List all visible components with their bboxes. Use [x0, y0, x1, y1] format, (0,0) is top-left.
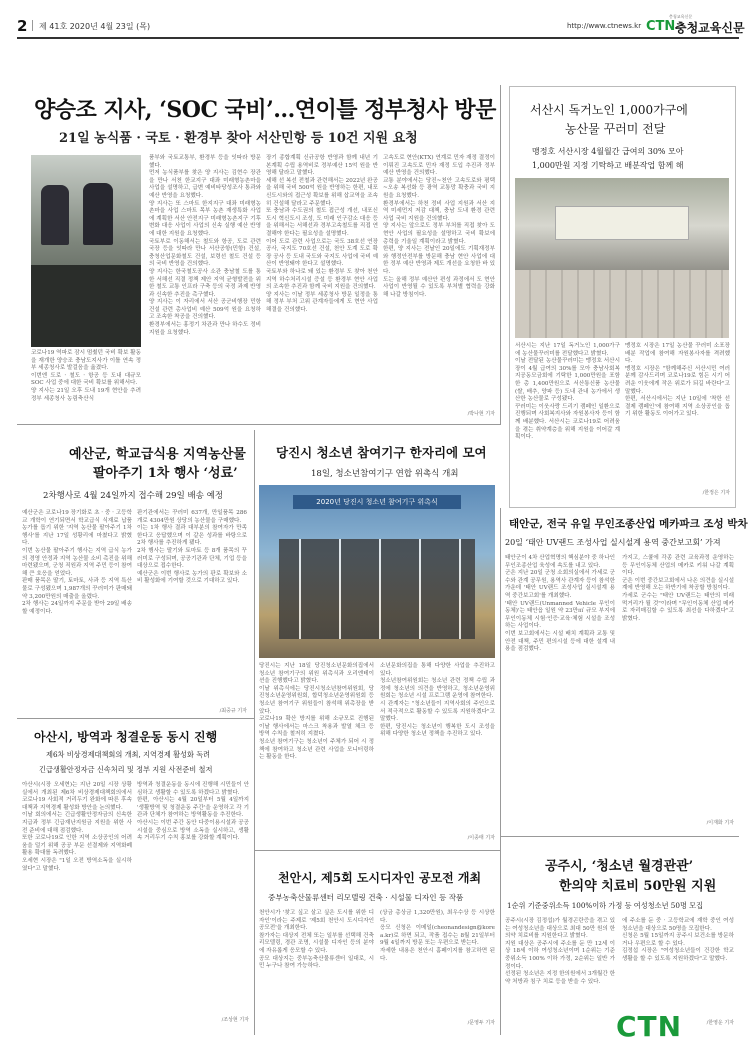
- lead-subtitle: 21일 농식품 · 국토 · 환경부 찾아 서산민항 등 10건 지원 요청: [59, 131, 418, 146]
- seosan-photo: [515, 178, 729, 338]
- taean-body-col2: 가지고, 스쿨에 각종 관련 교육과정 운영하는 등 무인이동체 산업의 메카로 키워 나갈 계획이다. 군은 이번 중간보고회에서 나온 의견을 실시설계에 반영해 오는 하반기에 착공할 방침이다. 가세로 군수는 "태안 UV랜드는 태안의 미래 먹거리가 될 것"이라며 "무인이동체 산업 메카로 자리매김할 수 있도록 최선을 다하겠다"고 밝혔다.: [622, 555, 734, 622]
- issue-info: 제 41호 2020년 4월 23일 (목): [39, 22, 151, 31]
- asan-subtitle-1: 제6차 비상경제대책회의 개최, 지역경제 활성화 독려: [46, 750, 211, 759]
- cheonan-body-col1: 천안시가 '찾고 싶고 살고 싶은 도시를 위한 디자인'이라는 주제로 '제5회 천안시 도시디자인 공모전'을 개최한다. 참가자는 대상지 전체 또는 일부를 선택해 건축 리모델링, 경관 조명, 시설물 디자인 등의 분야에 자유롭게 응모할 수 있다. 공모 대상지는 중부농축산물류센터 일대로, 시민 누구나 참여 가능하다.: [259, 910, 374, 970]
- column-divider-top: [500, 85, 501, 425]
- asan-headline: 아산시, 방역과 청결운동 동시 진행: [34, 730, 218, 744]
- gongju-body-col2: 에 주소를 둔 중 · 고등학교에 재학 중인 여성청소년을 대상으로 50명을 모집한다. 신청은 5월 15일까지 공주시 보건소를 방문하거나 우편으로 할 수 있다. 김정섭 시장은 "여성청소년들이 건강한 학교생활을 할 수 있도록 지원하겠다"고 말했다.: [622, 918, 734, 962]
- taean-subtitle: 20일 ‘태안 UV랜드 조성사업 실시설계 용역 중간보고회’ 가져: [505, 538, 721, 547]
- lead-photo: [31, 155, 141, 347]
- cheonan-byline: /문영두 기자: [467, 1020, 495, 1026]
- taean-headline: 태안군, 전국 유일 무인조종산업 메카파크 조성 박차: [509, 518, 748, 530]
- yesan-body-col2: 판기관에서는 꾸러미 637개, 만일품목 286개로 4304만원 상당의 농산물을 구매했다. 이는 1차 행사 결과 대부분의 참여자가 만족한다고 응답했으며 이 같은 성과를 바탕으로 2차 행사를 추진하게 됐다. 2차 행사는 딸기와 토마토 등 8개 품목의 꾸러미로 구성되며, 공공기관과 단체, 기업 등을 대상으로 접수한다. 예산군은 이번 행사로 농가의 판로 확보와 소비 활성화에 기여할 것으로 기대하고 있다.: [137, 510, 247, 585]
- asan-subtitle-2: 긴급생활안정자금 신속처리 및 정부 지원 사전준비 철저: [39, 765, 213, 774]
- asan-body-col1: 아산시(시장 오세현)는 지난 20일 시장 상황실에서 개최된 제6차 비상경제대책회의에서 코로나19 사회적 거리두기 완화에 따른 후속 대책과 지역경제 활성화 방안을 논의했다. 이날 회의에서는 긴급생활안정자금의 신속한 지급과 정부 긴급재난지원금 지원을 위한 사전 준비에 대해 점검했다. 또한 코로나19로 인한 지역 소상공인의 어려움을 덜기 위해 공공 부문 선결제와 지역화폐 활용 확대를 독려했다. 오세현 시장은 "1일 오전 방역소독을 실시하였다"고 말했다.: [22, 782, 132, 872]
- yesan-headline-1: 예산군, 학교급식용 지역농산물: [69, 447, 246, 462]
- yesan-byline: /최중규 기자: [219, 708, 247, 714]
- cheonan-headline: 천안시, 제5회 도시디자인 공모전 개최: [278, 871, 482, 885]
- seosan-subtitle-1: 맹정호 서산시장 4월월간 급여의 30% 모아: [532, 147, 684, 156]
- header-rule: [17, 37, 739, 39]
- page-number: 2: [17, 17, 28, 35]
- lead-body-col3: 고속도로 현안(KTX) 연계로 민자 재정 결정이 이뤄진 고속도로 민자 재정 도입 추진과 정부 예산 반영을 건의했다. 교통 분야에서는 당진~천안 고속도로와 평택~오송 복선화 등 광역 교통망 확충과 국비 지원을 요청했다. 환경부에서는 하천 정비 사업 지원과 서산 지역 미세먼지 저감 대책, 충남 도내 환경 관련 사업 국비 지원을 건의했다. 양 지사는 앞으로도 정부 부처를 직접 찾아 도 현안 사업의 필요성을 설명하고 국비 확보에 총력을 기울일 계획이라고 밝혔다. 한편, 양 지사는 전날인 20일에도 기획재정부와 행정안전부를 방문해 충남 현안 사업에 대한 정부 예산 반영과 제도 개선을 요청한 바 있다. 도는 올해 정부 예산안 편성 과정에서 도 현안 사업이 반영될 수 있도록 부처별 협력을 강화해 나갈 방침이다.: [383, 155, 495, 298]
- dangjin-photo: [259, 485, 495, 658]
- seosan-byline: /한정은 기자: [702, 490, 730, 496]
- horizontal-rule-3: [255, 850, 500, 851]
- gongju-headline-2: 한의약 치료비 50만원 지원: [559, 879, 717, 894]
- cheonan-body-col2: (상금 총상금 1,320만원), 최우수상 등 시상한다. 응모 신청은 이메일(cheonandesign@korea.kr)로 하면 되고, 작품 접수는 8월 21일부터 9월 4일까지 방문 또는 우편으로 받는다. 자세한 내용은 천안시 홈페이지를 참고하면 된다.: [380, 910, 495, 962]
- masthead-logo: [646, 14, 745, 36]
- asan-byline: /조상현 기자: [221, 1017, 249, 1023]
- seosan-headline-1: 서산시 독거노인 1,000가구에: [530, 103, 688, 117]
- gongju-byline: /한영운 기자: [706, 1020, 734, 1026]
- gongju-subtitle: 1순위 기준중위소득 100%이하 가정 등 여성청소년 50명 모집: [507, 901, 704, 910]
- horizontal-rule-2: [17, 718, 254, 719]
- dangjin-body-col1: 당진시는 지난 18일 당진청소년문화의집에서 청소년 참여기구의 위원 위촉식과 오리엔테이션을 진행했다고 밝혔다. 이날 위촉식에는 당진시청소년참여위원회, 당진청소년운영위원회, 합덕청소년운영위원회 등 청소년 참여기구 위원들이 참석해 위촉장을 받았다. 코로나19 확산 방지를 위해 소규모로 진행된 이날 행사에서는 마스크 착용과 발열 체크 등 방역 수칙을 철저히 지켰다. 청소년 참여기구는 청소년이 주체가 되어 시 정책에 참여하고 청소년 관련 사업을 모니터링하는 활동을 한다.: [259, 663, 374, 761]
- seosan-headline-2: 농산물 꾸러미 전달: [565, 122, 666, 136]
- seosan-body-col2: 맹정호 시장은 17일 농산물 꾸러미 소포장 배분 작업에 참여해 자원봉사자를 격려했다. 맹정호 시장은 "함께해주신 서산시민 여러분께 감사드리며 코로나19로 힘든 시기 어려운 이웃에게 작은 위로가 되길 바란다"고 말했다. 한편, 서산시에서는 지난 10일에 '착한 선결제 캠페인'에 참여해 지역 소상공인을 돕기 위한 활동도 이어가고 있다.: [625, 343, 730, 418]
- logo-name-text: 충청교육신문: [675, 21, 745, 35]
- yesan-subtitle: 2차행사로 4월 24일까지 접수해 29일 배송 예정: [43, 491, 224, 501]
- dangjin-byline: /이종태 기자: [467, 835, 495, 841]
- lead-byline: /박나현 기자: [467, 411, 495, 417]
- asan-body-col2: 방역과 청결운동을 동시에 진행해 시민들이 안심하고 생활할 수 있도록 하겠다고 밝혔다. 한편, 아산시는 4월 20일부터 5월 4일까지 '생활방역 및 청결운동 주간'을 운영하고 각 기관과 단체가 참여하는 방역활동을 추진한다. 아산시는 이번 주간 동안 다중이용시설과 공공시설을 중심으로 방역 소독을 실시하고, 생활 속 거리두기 수칙 홍보를 강화할 계획이다.: [137, 782, 249, 842]
- column-divider-left: [254, 430, 255, 1035]
- dangjin-headline: 당진시 청소년 참여기구 한자리에 모여: [276, 445, 487, 460]
- horizontal-rule-1: [17, 424, 501, 425]
- dangjin-photo-banner: 2020년 당진시 청소년 참여기구 위촉식: [293, 495, 461, 509]
- lead-headline: 양승조 지사, ‘SOC 국비’…연이틀 정부청사 방문: [34, 97, 496, 123]
- yesan-body-col1: 예산군은 코로나19 장기화로 초 · 중 · 고등학교 개학이 연기되면서 학교급식 식재료 납품 농가를 돕기 위한 '지역 농산물 팔아주기 1차 행사'를 지난 17일 성황리에 마쳤다고 밝혔다. 이번 농산물 팔아주기 행사는 지역 급식 농가의 경영 안정과 지역 농산물 소비 촉진을 위해 마련됐으며, 군청 직원과 지역 주민 등이 참여해 큰 호응을 얻었다. 판매 품목은 딸기, 토마토, 사과 등 지역 특산물로 구성됐으며 1,987개의 꾸러미가 판매돼 약 3,200만원의 매출을 올렸다. 2차 행사는 24일까지 주문을 받아 29일 배송할 예정이다.: [22, 510, 132, 615]
- lead-photo-caption: 코로나19 역파로 잠시 멈췄던 국비 확보 활동을 재개한 양승조 충남도지사가 이틀 연속 정부 세종청사로 발걸음을 옮겼다. 이번엔 도로 · 철도 · 항공 등 도내 대규모 SOC 사업 중에 대한 국비 확보를 위해서다. 양 지사는 21일 오후 도내 19개 현안을 추려 정부 세종청사 농림축산식: [31, 350, 141, 402]
- logo-ctn-text: CTN: [646, 19, 676, 34]
- footer-ctn-logo: CTN: [616, 1010, 683, 1043]
- horizontal-rule-4: [501, 836, 739, 837]
- yesan-headline-2: 팔아주기 1차 행사 ‘성료’: [93, 466, 238, 481]
- column-divider-middle: [500, 508, 501, 1035]
- cheonan-subtitle: 중부농축산물류센터 리모델링 건축 · 시설물 디자인 등 작품: [268, 893, 464, 902]
- dangjin-subtitle: 18일, 청소년참여기구 연합 위촉식 개최: [311, 469, 459, 479]
- gongju-headline-1: 공주시, ‘청소년 월경관관’: [545, 859, 694, 874]
- seosan-subtitle-2: 1,000만원 지정 기탁하고 배분작업 함께 해: [532, 161, 684, 170]
- gongju-body-col1: 공주시(시장 김정섭)가 월경곤란증을 겪고 있는 여성청소년을 대상으로 최대 50만 원의 한의약 치료비를 지원한다고 밝혔다. 지원 대상은 공주시에 주소를 둔 만 12세 이상 18세 이하 여성청소년이며 1순위는 기준중위소득 100% 이하 가정, 2순위는 일반 가정이다. 선정된 청소년은 지정 한의원에서 3개월간 한약 처방과 침구 치료 등을 받을 수 있다.: [505, 918, 615, 985]
- seosan-body-col1: 서산시는 지난 17일 독거노인 1,000가구에 농산물꾸러미를 전달했다고 밝혔다. 이날 전달된 농산물꾸러미는 맹정호 서산시장이 4월 급여의 30%를 모아 충남사회복지공동모금회에 기탁한 1,000만원을 포함한 총 1,400만원으로 서산통신품 농산물(쌀, 배추, 양파 등) 도내 관내 농가에서 생산한 농산물로 구성됐다. 꾸러미는 이웃사랑 드리기 캠페인 일환으로 진행되며 사회복지사와 자원봉사자 등이 함께 배분했다. 서산시는 코로나19로 어려움을 겪는 취약계층을 위해 지원을 이어갈 계획이다.: [515, 343, 620, 441]
- taean-byline: /이재화 기자: [706, 820, 734, 826]
- taean-body-col1: 태안군이 4차 산업혁명의 핵심분야 중 하나인 무인조종산업 육성에 속도를 내고 있다. 군은 지난 20일 군청 소회의실에서 가세로 군수와 관계 공무원, 용역사 관계자 등이 참석한 가운데 '태안 UV랜드 조성사업 실시설계 용역 중간보고회'를 개최했다. '태안 UV랜드(Unmanned Vehicle 무인이동체)'는 태안읍 일원 약 23만㎡ 규모 부지에 무인이동체 시험·인증·교육·체험 시설을 조성하는 사업이다. 이번 보고회에서는 시설 배치 계획과 교통 및 안전 대책, 주민 편의시설 등에 대한 설계 내용을 점검했다.: [505, 555, 615, 653]
- website-link[interactable]: http://www.ctnews.kr: [567, 22, 642, 30]
- lead-body-col1: 품부와 국토교통부, 환경부 등을 잇따라 방문했다. 먼저 농식품부를 찾은 양 지사는 김현수 장관을 만나 서천 한교지구 대좌 미래형농촌마을 사업을 설명하고, 급변 예비타당성조사 통과와 예산 반영을 요청했다. 양 지사는 또 스마트 한지지구 대좌 미래형농촌마을 사업 스마트 목부 농촌 재생특화 사업에 계획한 서산 안전지구 미래형농촌지구 기후변화 대응 사업이 사업의 신속 실행 예산 반영에 대한 지원을 요청했다. 국토부로 이동해서는 철도와 항공, 도로 관련 국장 등을 잇따라 만나 서산공항(민항) 건설, 충청산업문화철도 건설, 보령선 철도 건설 등의 국비 반영을 건의했다. 양 지사는 한국철도공사 소관 충남철 도를 통한 서해선 직결 정책 제안 지역 균형발전을 위한 철도 교통 인프라 구축 등의 국정 과제 반영과 신속한 추진을 촉구했다. 양 지사는 이 자리에서 서산 공군비행장 민항 건설 관련 총사업비 예산 509억 원을 요청하고 조속한 착공을 건의했다. 환경부에서는 홍정기 차관과 만나 하수도 정비 지원을 요청했다.: [149, 155, 261, 336]
- dangjin-body-col2: 소년문화의집을 통해 다양한 사업을 추진하고 있다. 청소년참여위원회는 청소년 관련 정책 수립 과정에 청소년의 의견을 반영하고, 청소년운영위원회는 청소년 시설 프로그램 운영에 참여한다. 시 관계자는 "청소년들이 지역사회의 주인으로서 적극적으로 활동할 수 있도록 지원하겠다"고 말했다. 한편, 당진시는 청소년이 행복한 도시 조성을 위해 다양한 청소년 정책을 추진하고 있다.: [380, 663, 495, 738]
- logo-small-text: 충청교육신문: [669, 14, 693, 19]
- lead-body-col2: 장기 종합계획 신규공항 반영과 함께 내년 기본계획 수립 용역비로 정부예산 15억 원을 반영해 달라고 말했다. 세해 선 복선 전철과 관련해서는 2022년 완공을 위해 국비 500억 원을 반영하는 한편, 내포신도시와의 접근성 확보를 위해 삽교역을 조속히 건설해 달라고 주문했다. 또 충남과 수도권의 철도 접근성 개선, 내포신도시 혁신도시 조성, 도 미래 인구감소 대응 등을 위해서는 서해선과 경부고속철도를 직접 연결해야 한다는 필요성을 설명했다. 이어 도로 관련 사업으로는 국도 38호선 연장 공사, 국지도 70호선 건설, 천안 도계 도로 확장 공사 등 도내 국도와 국지도 사업에 국비 예산이 반영돼야 한다고 설명했다. 국토부와 하나로 돼 있는 환경부 도 찾아 천안지역 하수처리시설 증설 등 환경부 현안 사업의 조속한 추진과 함께 국비 지원을 건의했다. 양 지사는 이날 정부 세종청사 방문 일정을 통해 정부 부처 고위 관계자들에게 도 현안 사업 해결을 건의했다.: [266, 155, 378, 313]
